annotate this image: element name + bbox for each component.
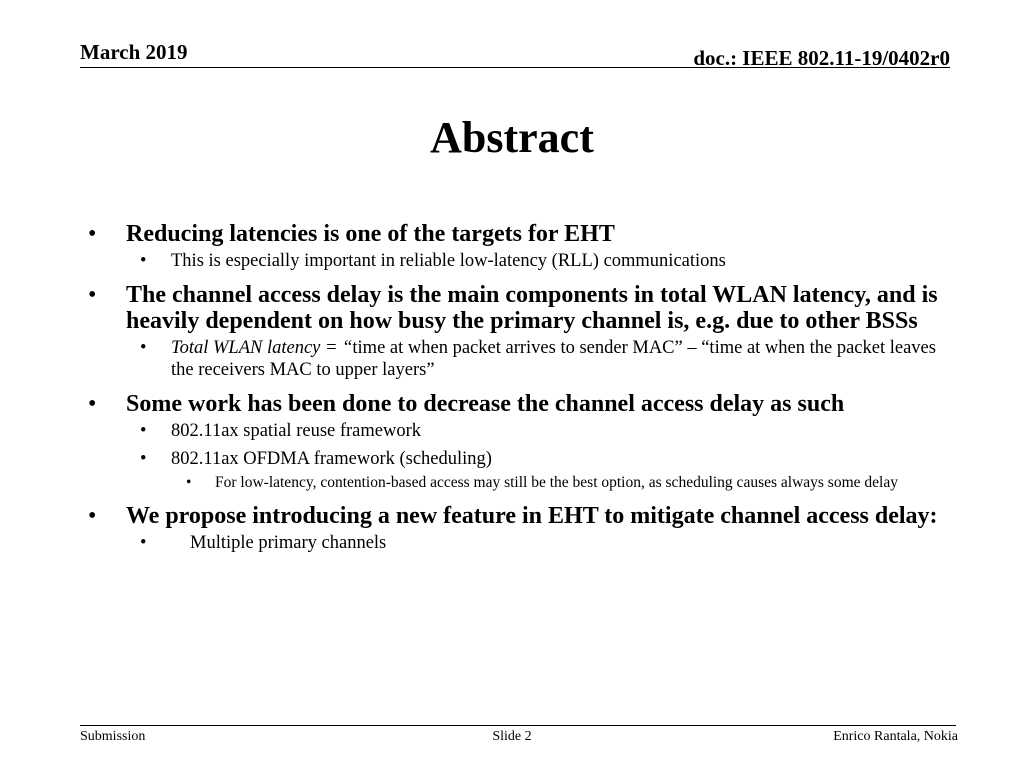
bullet-3: [80, 391, 960, 417]
bullet-3-2-1-text: For low-latency, contention-based access may still be the best option, as scheduling causes always some delay: [215, 474, 898, 491]
bullet-4: [80, 503, 960, 529]
bullet-3-1-text: 802.11ax spatial reuse framework: [171, 421, 422, 441]
bullet-4-text: We propose introducing a new feature in EHT to mitigate channel access delay:: [126, 503, 938, 529]
bullet-1-1-text: This is especially important in reliable low-latency (RLL) communications: [171, 251, 726, 271]
slide-title: Abstract: [430, 113, 594, 162]
bullet-marker: •: [140, 421, 147, 441]
bullet-2-1-italic-text: Total WLAN latency = “: [171, 338, 353, 358]
bullet-marker: •: [88, 503, 97, 529]
footer-submission: Submission: [80, 729, 146, 744]
bullet-marker: •: [140, 533, 147, 553]
bullet-marker: •: [140, 449, 147, 469]
bullet-marker: •: [140, 338, 147, 358]
bullet-marker: •: [88, 221, 97, 247]
bullet-3-2-text: 802.11ax OFDMA framework (scheduling): [171, 449, 492, 469]
bullet-marker: •: [186, 474, 192, 491]
bullet-2-1: [80, 337, 960, 381]
header-doc-id: doc.: IEEE 802.11-19/0402r0: [693, 46, 950, 70]
bullet-2: [80, 282, 960, 334]
bullet-marker: •: [88, 391, 97, 417]
header-date: March 2019: [80, 40, 188, 64]
bullet-1: [80, 221, 960, 247]
footer-rule: [80, 725, 956, 726]
bullet-marker: •: [88, 282, 97, 308]
footer-slide-number: Slide 2: [492, 729, 532, 744]
bullet-1-1: [80, 250, 960, 272]
header-rule: [80, 67, 950, 68]
bullet-4-1: [80, 532, 960, 554]
bullet-2-1-text: time at when packet arrives to sender MAC” – “time at when the packet leaves the receivers MAC to upper layers”: [171, 338, 936, 380]
bullet-3-2-1: [80, 473, 960, 493]
bullet-3-text: Some work has been done to decrease the channel access delay as such: [126, 391, 845, 417]
bullet-3-1: [80, 420, 960, 442]
slide-body: [80, 221, 960, 554]
bullet-3-2: [80, 448, 960, 470]
bullet-4-1-text: Multiple primary channels: [190, 533, 387, 553]
bullet-2-text: The channel access delay is the main components in total WLAN latency, and is heavily dependent on how busy the primary channel is, e.g. due to other BSSs: [126, 282, 938, 334]
footer-author: Enrico Rantala, Nokia: [833, 729, 958, 744]
bullet-marker: •: [140, 251, 147, 271]
bullet-1-text: Reducing latencies is one of the targets for EHT: [126, 221, 615, 247]
